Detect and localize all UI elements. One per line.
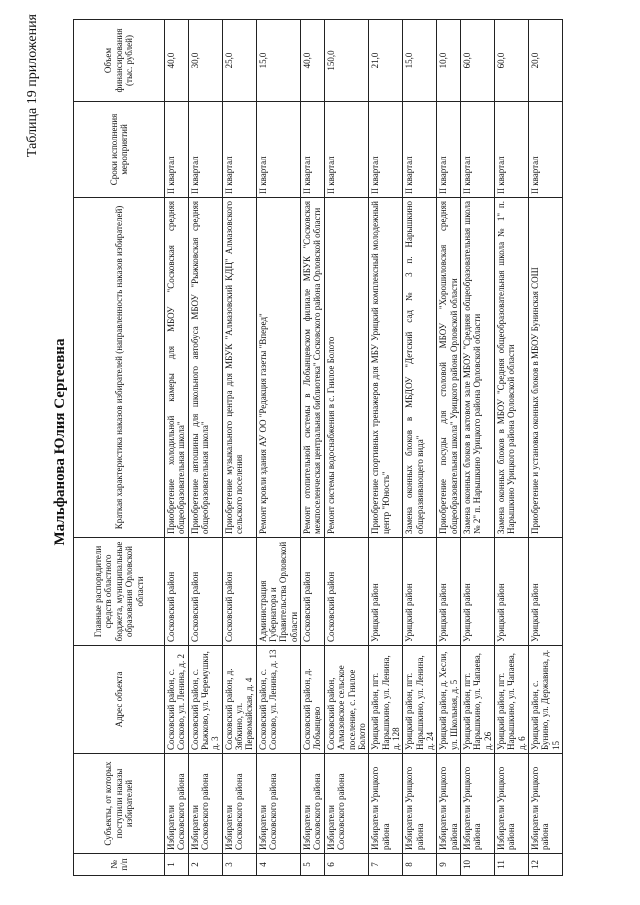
rotated-document	[15, 8, 611, 876]
row-number: 5	[301, 854, 325, 876]
row-subject: Избиратели Урицкого района	[460, 754, 494, 854]
row-description: Ремонт кровли здания АУ ОО "Редакция газеты "Вперед"	[256, 198, 300, 538]
row-amount: 60,0	[460, 20, 494, 102]
row-address: Сосковский район, д. Зябкино, ул. Первомайская, д. 4	[222, 646, 256, 754]
row-amount: 40,0	[301, 20, 325, 102]
row-subject: Избиратели Урицкого района	[529, 754, 563, 854]
row-subject: Избиратели Урицкого района	[437, 754, 461, 854]
row-term: II квартал	[324, 102, 368, 198]
row-number: 10	[460, 854, 494, 876]
row-address: Сосковский район, с. Сосково, ул. Ленина, д. 13	[256, 646, 300, 754]
row-manager: Урицкий район	[494, 538, 528, 646]
row-description: Приобретение музыкального центра для МБУК "Алмазовский КДЦ" Алмазовского сельского поселения	[222, 198, 256, 538]
table-row	[460, 20, 494, 876]
deputy-name-heading: Мальфанова Юлия Сергеевна	[52, 338, 68, 546]
row-description: Приобретение автошины для школьного автобуса МБОУ "Рыжковская средняя общеобразовательная школа"	[188, 198, 222, 538]
row-term: II квартал	[301, 102, 325, 198]
row-manager: Урицкий район	[437, 538, 461, 646]
row-address: Сосковский район, с. Рыжково, ул. Черемушки, д. 3	[188, 646, 222, 754]
row-manager: Урицкий район	[403, 538, 437, 646]
mandates-table	[73, 19, 563, 876]
row-term: II квартал	[165, 102, 189, 198]
row-address: Сосковский район, Алмазовское сельское поселение, с. Гнилое Болото	[324, 646, 368, 754]
row-subject: Избиратели Урицкого района	[369, 754, 403, 854]
row-amount: 21,0	[369, 20, 403, 102]
row-amount: 40,0	[165, 20, 189, 102]
table-row	[165, 20, 189, 876]
row-number: 1	[165, 854, 189, 876]
row-address: Урицкий район, пгт. Нарышкино, ул. Ленина, д. 24	[403, 646, 437, 754]
row-manager: Администрация Губернатора и Правительства Орловской области	[256, 538, 300, 646]
table-row	[369, 20, 403, 876]
row-number: 11	[494, 854, 528, 876]
table-row	[188, 20, 222, 876]
row-description: Приобретение посуды для столовой МБОУ "Хорошиловская средняя общеобразовательная школа" Урицкого района Орловской области	[437, 198, 461, 538]
row-amount: 25,0	[222, 20, 256, 102]
row-term: II квартал	[188, 102, 222, 198]
row-manager: Сосковский район	[222, 538, 256, 646]
row-amount: 15,0	[256, 20, 300, 102]
row-amount: 150,0	[324, 20, 368, 102]
row-term: II квартал	[460, 102, 494, 198]
table-row	[256, 20, 300, 876]
row-number: 8	[403, 854, 437, 876]
row-subject: Избиратели Сосковского района	[256, 754, 300, 854]
row-amount: 30,0	[188, 20, 222, 102]
column-header: Субъекты, от которых поступили наказы избирателей	[74, 754, 165, 854]
row-manager: Урицкий район	[529, 538, 563, 646]
row-number: 6	[324, 854, 368, 876]
row-number: 12	[529, 854, 563, 876]
row-term: II квартал	[437, 102, 461, 198]
row-description: Замена оконных блоков в МБДОУ "Детский сад № 3 п. Нарышкино общеразвивающего вида"	[403, 198, 437, 538]
row-number: 7	[369, 854, 403, 876]
table-row	[437, 20, 461, 876]
row-manager: Урицкий район	[460, 538, 494, 646]
table-row	[403, 20, 437, 876]
row-amount: 20,0	[529, 20, 563, 102]
row-description: Приобретение спортивных тренажеров для МБУ Урицкий комплексный молодежный центр "Юность"	[369, 198, 403, 538]
row-manager: Сосковский район	[165, 538, 189, 646]
row-term: II квартал	[222, 102, 256, 198]
row-subject: Избиратели Сосковского района	[165, 754, 189, 854]
column-header: Объем финансирования (тыс. рублей)	[74, 20, 165, 102]
row-address: Урицкий район, пгт. Нарышкино, ул. Чапаева, д. 26	[460, 646, 494, 754]
row-term: II квартал	[403, 102, 437, 198]
row-address: Урицкий район, пгт. Нарышкино, ул. Ленина, д. 128	[369, 646, 403, 754]
row-manager: Сосковский район	[188, 538, 222, 646]
table-body	[165, 20, 563, 876]
row-description: Замена оконных блоков в МБОУ "Средняя общеобразовательная школа № 1" п. Нарышкино Урицкого района Орловской области	[494, 198, 528, 538]
row-address: Сосковский район, с. Сосково, ул. Ленина, д. 2	[165, 646, 189, 754]
table-caption: Таблица 19 приложения	[25, 14, 40, 158]
row-subject: Избиратели Сосковского района	[324, 754, 368, 854]
table-row	[301, 20, 325, 876]
row-manager: Урицкий район	[369, 538, 403, 646]
column-header: Сроки исполнения мероприятий	[74, 102, 165, 198]
row-address: Урицкий район, пгт. Нарышкино, ул. Чапаева, д. 6	[494, 646, 528, 754]
row-subject: Избиратели Урицкого района	[494, 754, 528, 854]
row-subject: Избиратели Сосковского района	[222, 754, 256, 854]
row-address: Сосковский район, д. Лобынцево	[301, 646, 325, 754]
row-term: II квартал	[529, 102, 563, 198]
column-header: № п/п	[74, 854, 165, 876]
row-amount: 60,0	[494, 20, 528, 102]
row-description: Замена оконных блоков в актовом зале МБОУ "Средняя общеобразовательная школа № 2" п. Нарышкино Урицкого района Орловской области	[460, 198, 494, 538]
table-row	[529, 20, 563, 876]
row-description: Ремонт отопительной системы в Лобынцевском филиале МБУК "Сосковская межпоселенческая центральная библиотека" Сосковского района Орловской области	[301, 198, 325, 538]
row-amount: 15,0	[403, 20, 437, 102]
table-header-row	[74, 20, 165, 876]
row-term: II квартал	[256, 102, 300, 198]
row-manager: Сосковский район	[324, 538, 368, 646]
column-header: Главные распорядители средств областного бюджета, муниципальные образования Орловской области	[74, 538, 165, 646]
row-number: 4	[256, 854, 300, 876]
row-number: 3	[222, 854, 256, 876]
row-subject: Избиратели Урицкого района	[403, 754, 437, 854]
row-subject: Избиратели Сосковского района	[188, 754, 222, 854]
row-subject: Избиратели Сосковского района	[301, 754, 325, 854]
row-number: 9	[437, 854, 461, 876]
table-row	[494, 20, 528, 876]
row-amount: 10,0	[437, 20, 461, 102]
row-manager: Сосковский район	[301, 538, 325, 646]
table-row	[324, 20, 368, 876]
row-description: Приобретение и установка оконных блоков в МБОУ Бунинская СОШ	[529, 198, 563, 538]
row-term: II квартал	[369, 102, 403, 198]
row-term: II квартал	[494, 102, 528, 198]
row-address: Урицкий район, с. Бунино, ул. Державина, д. 15	[529, 646, 563, 754]
row-description: Приобретение холодильной камеры для МБОУ "Сосковская средняя общеобразовательная школа"	[165, 198, 189, 538]
column-header: Краткая характеристика наказов избирателей (направленность наказов избирателей)	[74, 198, 165, 538]
table-row	[222, 20, 256, 876]
row-address: Урицкий район, д. Хесли, ул. Школьная, д. 5	[437, 646, 461, 754]
row-description: Ремонт системы водоснабжения в с. Гнилое Болото	[324, 198, 368, 538]
row-number: 2	[188, 854, 222, 876]
column-header: Адрес объекта	[74, 646, 165, 754]
